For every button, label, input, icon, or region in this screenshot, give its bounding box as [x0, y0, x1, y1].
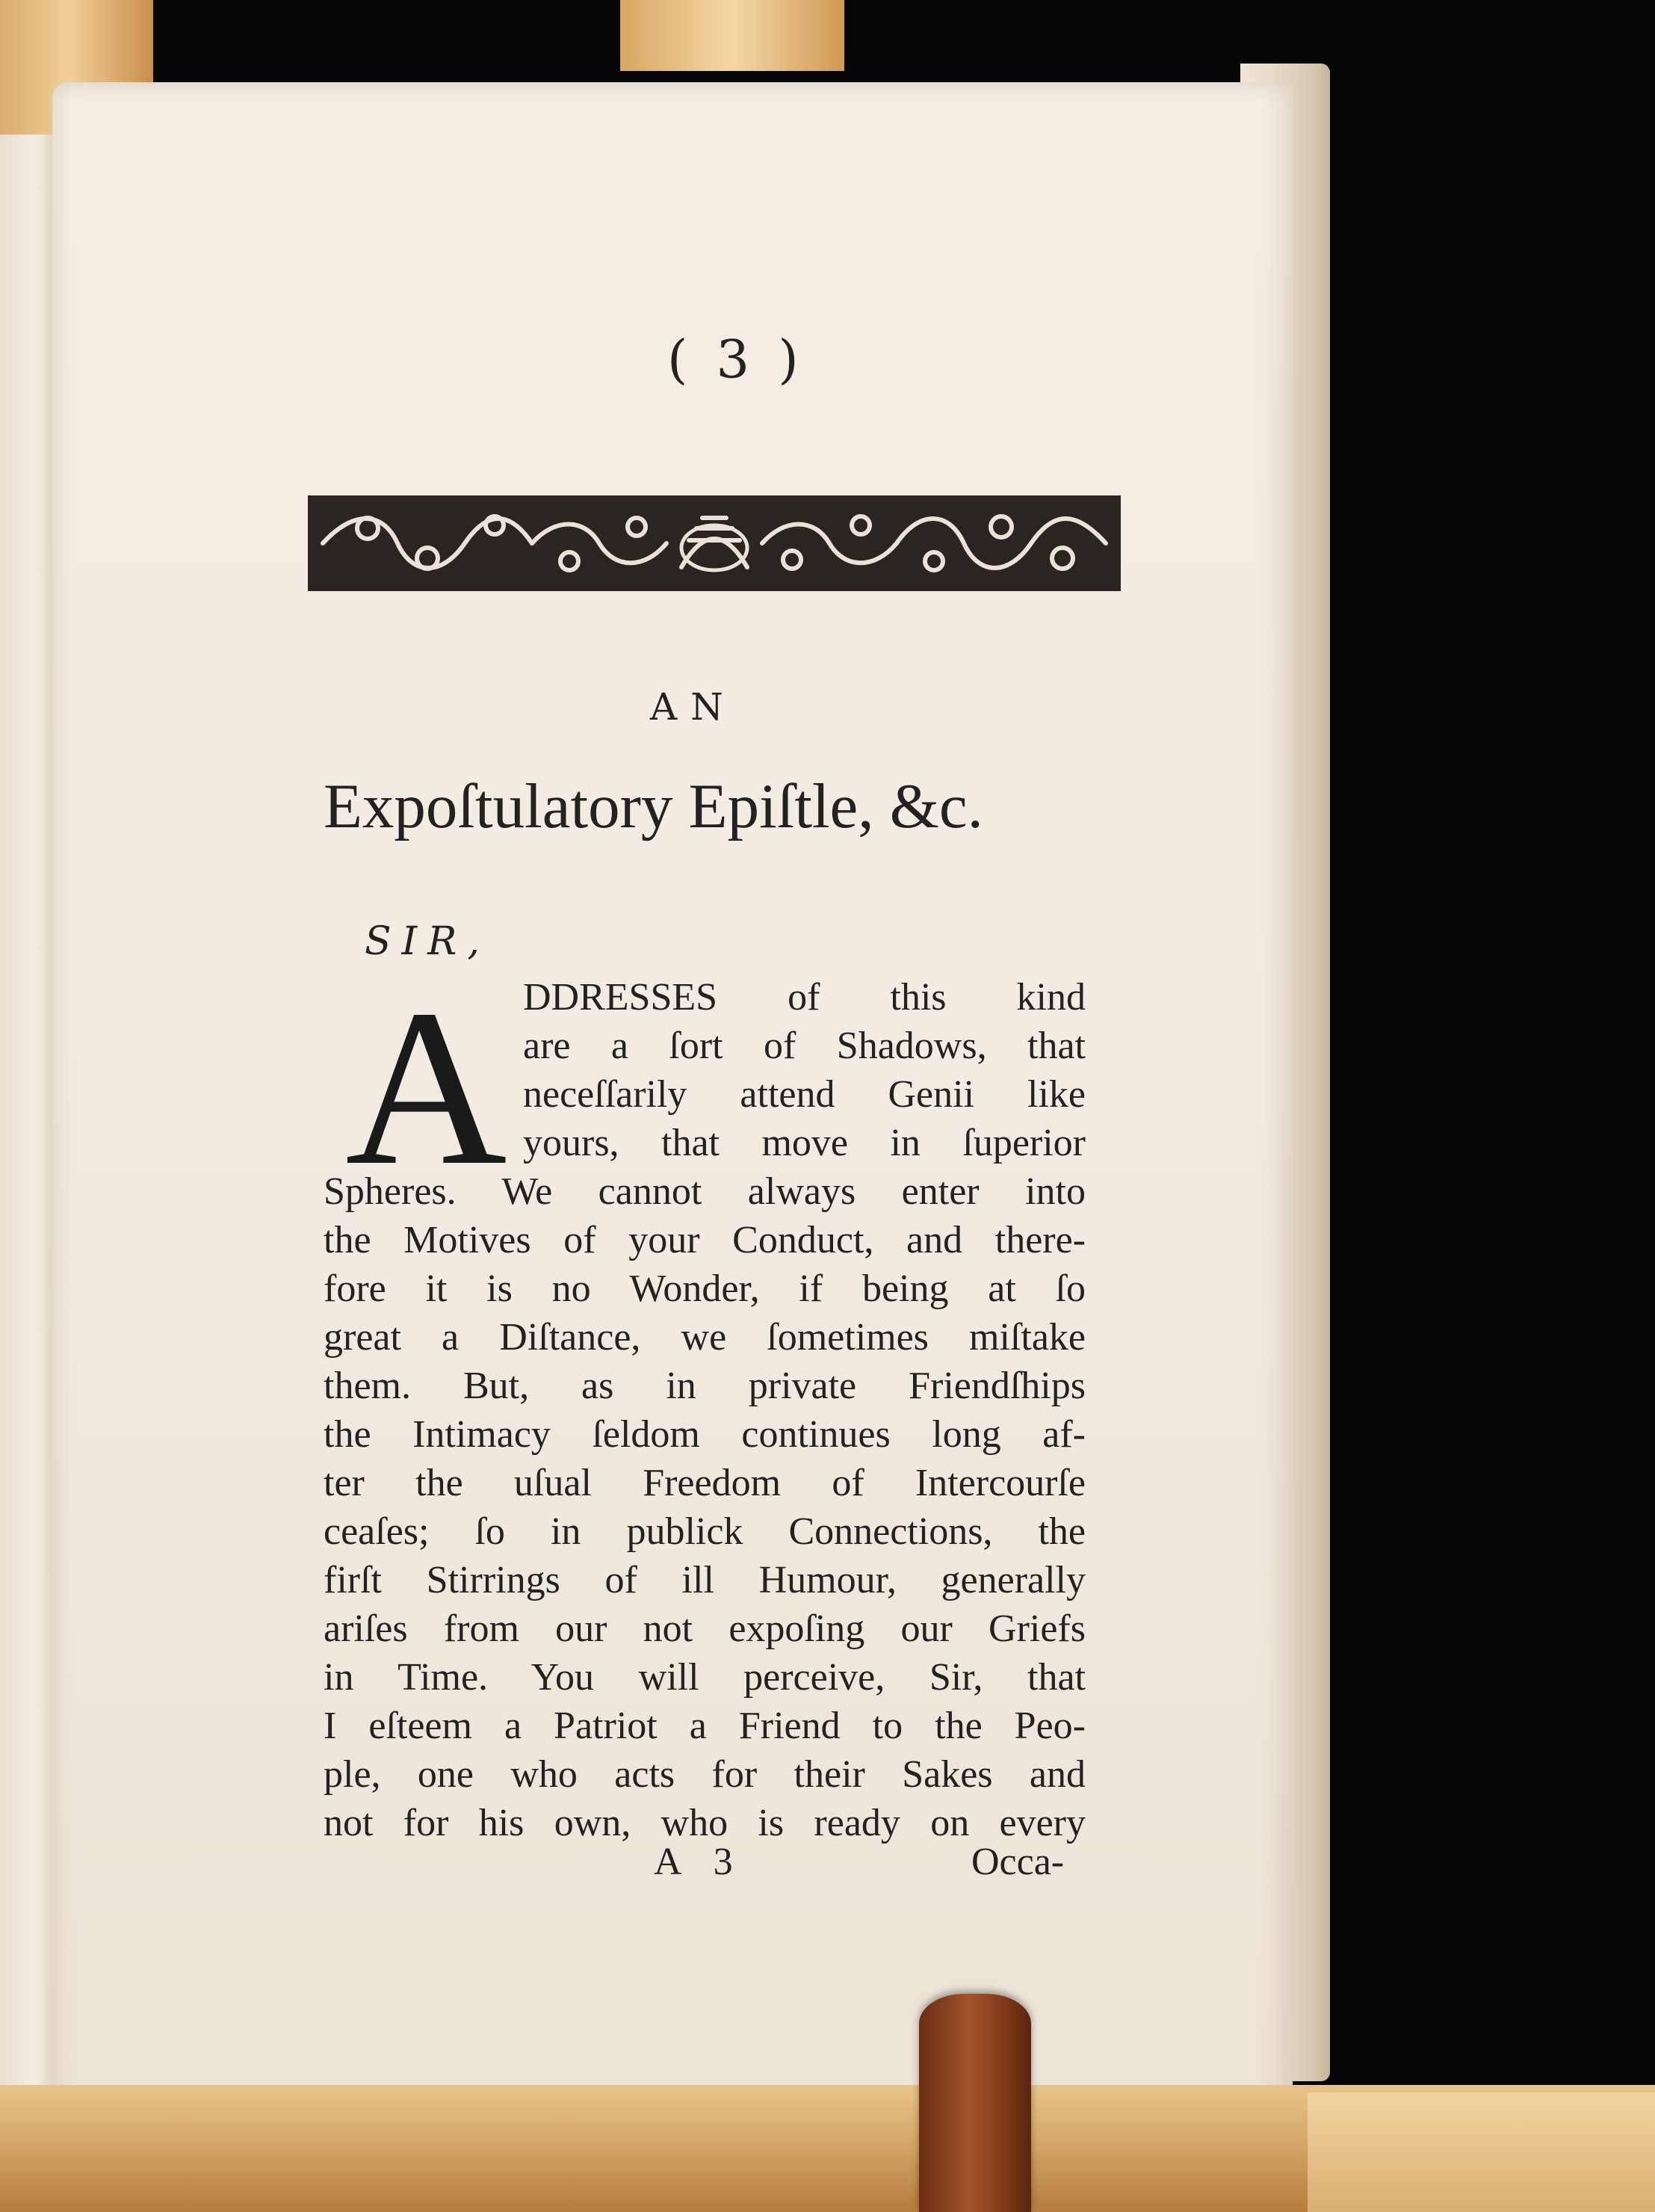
- text-line: the Intimacy ſeldom continues long af-: [324, 1413, 1086, 1456]
- facing-page-edge: [0, 135, 60, 2152]
- text-line: ceaſes; ſo in publick Connections, the: [324, 1510, 1086, 1553]
- text-line: are a ſort of Shadows, that: [523, 1025, 1086, 1067]
- text-line: ple, one who acts for their Sakes and: [324, 1753, 1086, 1796]
- signature-mark: A 3: [654, 1841, 745, 1883]
- heading-an: AN: [650, 685, 737, 729]
- text-line: DDRESSES of this kind: [523, 976, 1086, 1019]
- salutation: SIR,: [365, 919, 490, 964]
- text-line: neceſſarily attend Genii like: [523, 1073, 1086, 1116]
- heading-title: Expoſtulatory Epiſtle, &c.: [324, 771, 983, 841]
- page-number: ( 3 ): [667, 329, 805, 390]
- text-line: I eſteem a Patriot a Friend to the Peo-: [324, 1705, 1086, 1747]
- text-line: in Time. You will perceive, Sir, that: [324, 1656, 1086, 1699]
- text-line: them. But, as in private Friendſhips: [324, 1365, 1086, 1407]
- text-line: the Motives of your Conduct, and there-: [324, 1219, 1086, 1261]
- wooden-peg: [919, 1994, 1031, 2212]
- text-line: not for his own, who is ready on every: [324, 1802, 1086, 1844]
- headpiece-ornament: [308, 495, 1121, 591]
- wooden-stand-top-middle: [620, 0, 844, 71]
- wooden-stand-base-right: [1308, 2092, 1655, 2212]
- text-line: Spheres. We cannot always enter into: [324, 1170, 1086, 1213]
- text-line: great a Diſtance, we ſometimes miſtake: [324, 1316, 1086, 1359]
- catchword: Occa-: [971, 1841, 1065, 1883]
- text-line: ariſes from our not expoſing our Griefs: [324, 1607, 1086, 1650]
- text-line: fore it is no Wonder, if being at ſo: [324, 1267, 1086, 1310]
- text-line: firſt Stirrings of ill Humour, generally: [324, 1559, 1086, 1601]
- drop-cap: A: [345, 963, 507, 1211]
- text-line: ter the uſual Freedom of Intercourſe: [324, 1462, 1086, 1504]
- text-line: yours, that move in ſuperior: [523, 1122, 1086, 1164]
